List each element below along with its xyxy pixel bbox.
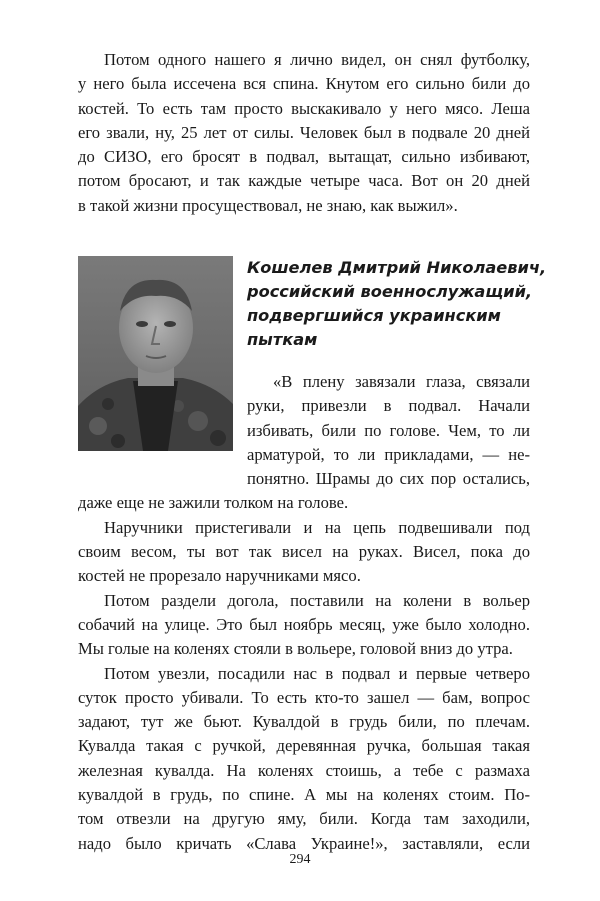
text-line: кувалдой в грудь, по спине. А мы на коленях стоим. По-	[78, 785, 530, 805]
text-line: даже еще не зажили толком на голове.	[78, 493, 349, 513]
text-line: костей. То есть там просто выскакивало у него мясо. Леша	[78, 98, 530, 118]
wrapped-lines	[247, 370, 530, 491]
text-line: Кувалда такая с ручкой, деревянная ручка, большая такая	[78, 736, 530, 756]
text-line: у него была иссечена вся спина. Кнутом его сильно били до	[78, 74, 530, 94]
text-line: Мы голые на коленях стояли в вольере, головой вниз до утра.	[78, 639, 513, 659]
text-line: суток просто убивали. То есть кто-то зашел — бам, вопрос	[78, 687, 530, 707]
main-quote	[78, 370, 530, 856]
text-line: арматурой, то ли прикладами, — не-	[247, 444, 530, 464]
text-line: избивать, били по голове. Чем, то ли	[247, 420, 530, 440]
caption-line: пыткам	[247, 330, 318, 349]
caption-line: Кошелев Дмитрий Николаевич,	[247, 258, 547, 277]
text-line: в такой жизни просуществовал, не знаю, как выжил».	[78, 195, 458, 215]
text-line: его звали, ну, 25 лет от силы. Человек был в подвале 20 дней	[78, 122, 530, 142]
photo-caption	[247, 256, 547, 352]
top-paragraph	[78, 48, 530, 218]
text-line: железная кувалда. На коленях стоишь, а тебе с размаха	[78, 760, 530, 780]
text-line: до СИЗО, его бросят в подвал, вытащат, сильно избивают,	[78, 147, 530, 167]
text-line: задают, тут же бьют. Кувалдой в грудь били, по плечам.	[78, 712, 530, 732]
text-line: Наручники пристегивали и на цепь подвешивали под	[104, 517, 530, 537]
caption-line: российский военнослужащий,	[247, 282, 533, 301]
text-line: Потом увезли, посадили нас в подвал и первые четверо	[104, 663, 530, 683]
page-number: 294	[289, 852, 311, 867]
text-line: Потом раздели догола, поставили на колени в вольер	[104, 590, 530, 610]
text-line: потом бросают, и так каждые четыре часа. Вот он 20 дней	[78, 171, 530, 191]
text-line: «В плену завязали глаза, связали	[273, 372, 530, 391]
text-line: надо было кричать «Слава Украине!», заставляли, если	[78, 833, 530, 853]
text-line: костей не прорезало наручниками мясо.	[78, 566, 361, 586]
text-line: Потом одного нашего я лично видел, он снял футболку,	[104, 50, 530, 69]
text-line: руки, привезли в подвал. Начали	[247, 396, 530, 416]
text-line: том отвезли на другую яму, били. Когда там заходили,	[78, 809, 530, 829]
caption-line: подвергшийся украинским	[247, 306, 501, 325]
text-line: своим весом, ты вот так висел на руках. Висел, пока до	[78, 542, 530, 562]
text-line: собачий на улице. Это был ноябрь месяц, уже было холодно.	[78, 614, 530, 634]
text-line: понятно. Шрамы до сих пор остались,	[247, 469, 530, 489]
